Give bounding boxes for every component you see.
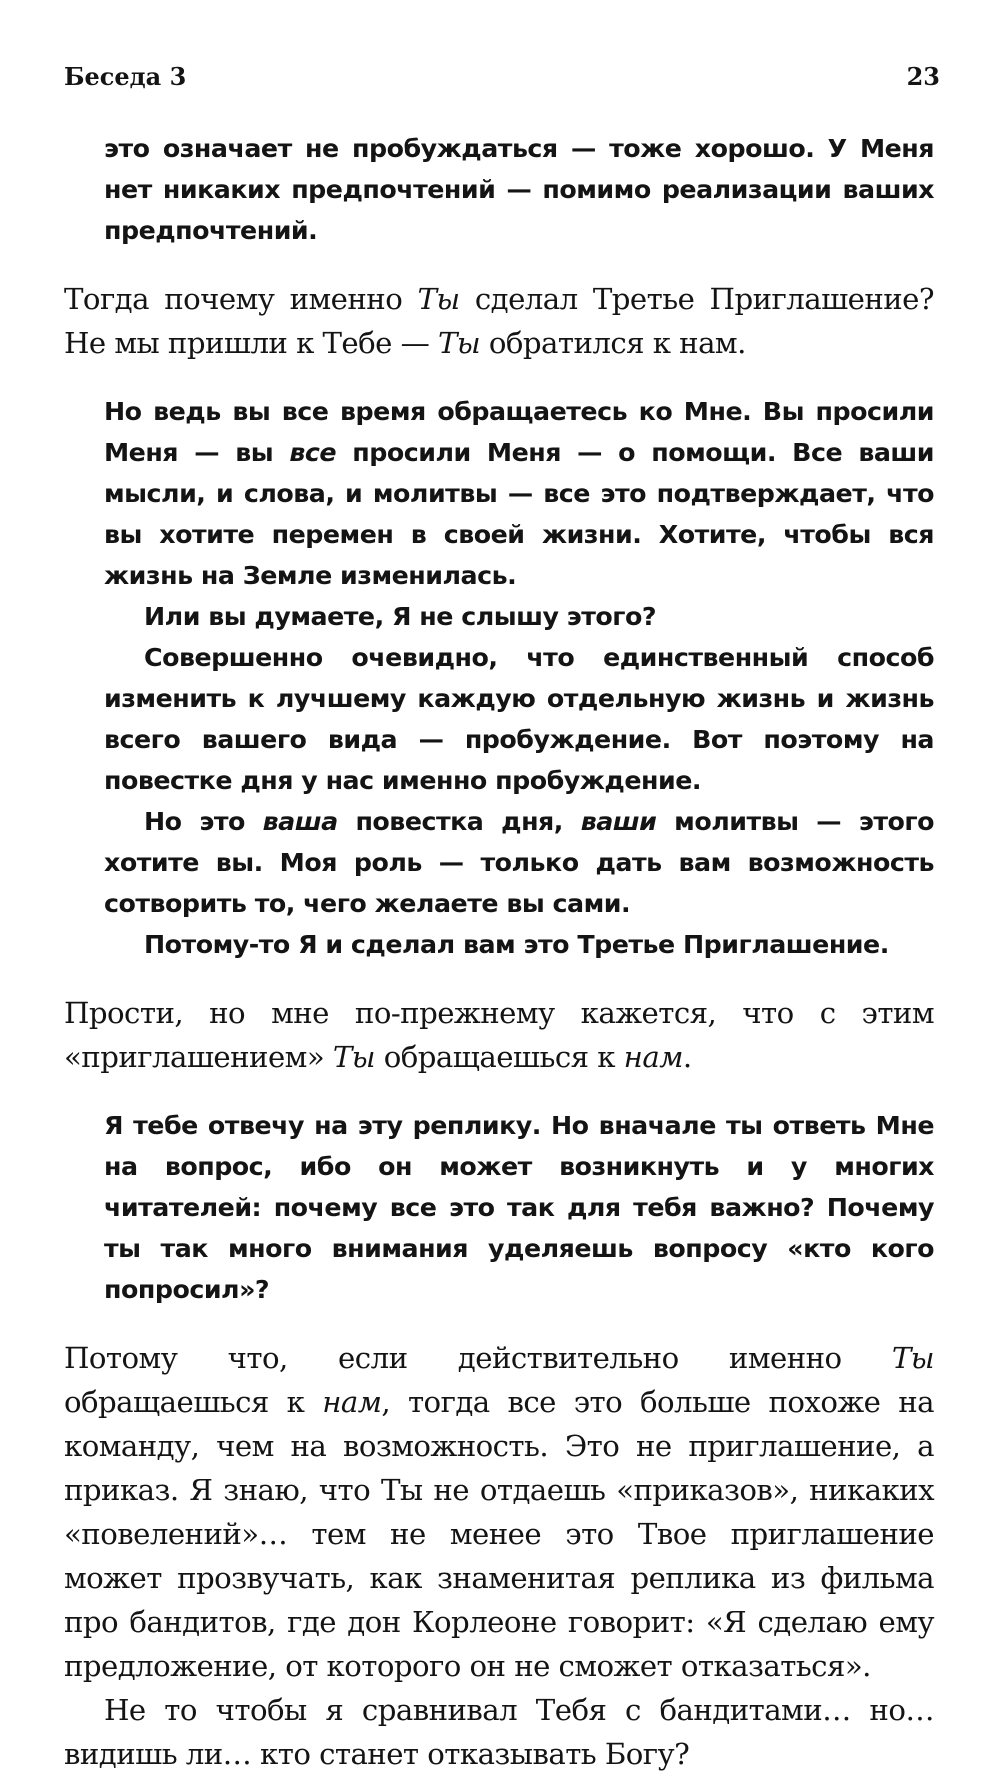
page-body xyxy=(64,128,934,1776)
chapter-title: Беседа 3 xyxy=(64,62,187,91)
paragraph: Но ведь вы все время обращаетесь ко Мне. Вы просили Меня — вы все просили Меня — о помощи. Все ваши мысли, и слова, и молитвы — все это подтверждает, что вы хотите перемен в своей жизни. Хотите, чтобы вся жизнь на Земле изменилась. xyxy=(104,397,935,590)
paragraph: Или вы думаете, Я не слышу этого? xyxy=(144,602,657,631)
paragraph: Прости, но мне по-прежнему кажется, что с этим «приглашением» Ты обращаешься к нам. xyxy=(64,996,934,1074)
author-passage-1 xyxy=(64,277,934,365)
running-head xyxy=(64,62,940,98)
paragraph: Потому-то Я и сделал вам это Третье Приглашение. xyxy=(144,930,889,959)
paragraph: это означает не пробуждаться — тоже хорошо. У Меня нет никаких предпочтений — помимо реализации ваших предпочтений. xyxy=(104,134,934,245)
paragraph: Совершенно очевидно, что единственный способ изменить к лучшему каждую отдельную жизнь и жизнь всего вашего вида — пробуждение. Вот поэтому на повестке дня у нас именно пробуждение. xyxy=(104,643,934,795)
paragraph: Но это ваша повестка дня, ваши молитвы — этого хотите вы. Моя роль — только дать вам возможность сотворить то, чего желаете вы сами. xyxy=(104,807,934,918)
paragraph: Тогда почему именно Ты сделал Третье Приглашение? Не мы пришли к Тебе — Ты обратился к нам. xyxy=(64,282,935,360)
paragraph: Потому что, если действительно именно Ты обращаешься к нам, тогда все это больше похоже на команду, чем на возможность. Это не приглашение, а приказ. Я знаю, что Ты не отдаешь «приказов», никаких «повелений»… тем не менее это Твое приглашение может прозвучать, как знаменитая реплика из фильма про бандитов, где дон Корлеоне говорит: «Я сделаю ему предложение, от которого он не сможет отказаться». xyxy=(64,1341,934,1683)
page-number: 23 xyxy=(906,62,940,91)
paragraph: Я тебе отвечу на эту реплику. Но вначале ты ответь Мне на вопрос, ибо он может возникнуть и у многих читателей: почему все это так для тебя важно? Почему ты так много внимания уделяешь вопросу «кто кого попросил»? xyxy=(104,1111,934,1304)
god-passage-2 xyxy=(104,391,934,965)
author-passage-3 xyxy=(64,1336,934,1776)
god-passage-3 xyxy=(104,1105,934,1310)
god-passage-1 xyxy=(104,128,934,251)
author-passage-2 xyxy=(64,991,934,1079)
paragraph: Не то чтобы я сравнивал Тебя с бандитами… но… видишь ли… кто станет отказывать Богу? xyxy=(64,1693,934,1771)
